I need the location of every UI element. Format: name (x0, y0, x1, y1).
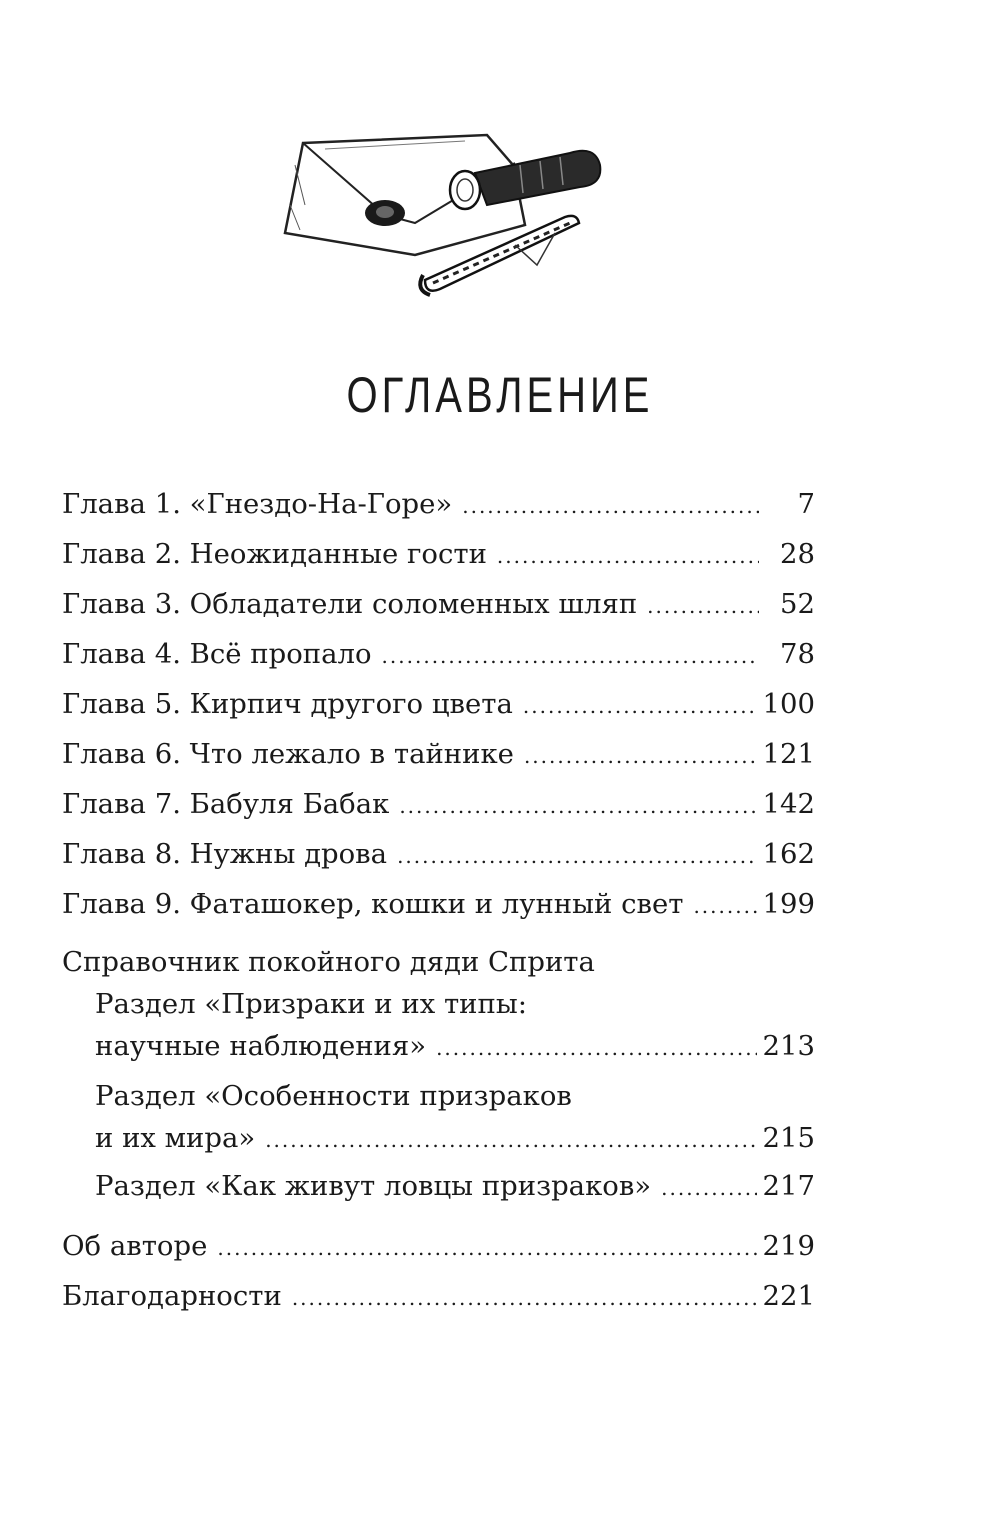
toc-page-number: 100 (762, 688, 815, 720)
toc-row-acknowledgements[interactable] (62, 1276, 815, 1316)
dot-leader (524, 736, 757, 776)
toc-row-chapter-1[interactable] (62, 484, 815, 524)
toc-label: Глава 3. Обладатели соломенных шляп (62, 588, 638, 620)
dot-leader (661, 1168, 756, 1208)
handbook-section-2-line1: Раздел «Особенности призраков (95, 1080, 572, 1112)
dot-leader (399, 786, 756, 826)
dot-leader (397, 836, 756, 876)
toc-page-number: 142 (762, 788, 815, 820)
toc-label: Глава 6. Что лежало в тайнике (62, 738, 514, 770)
toc-page-number: 121 (762, 738, 815, 770)
toc-row-handbook-section-3[interactable] (95, 1166, 815, 1206)
dot-leader (523, 686, 757, 726)
toc-label: Глава 2. Неожиданные гости (62, 538, 487, 570)
toc-label: Глава 4. Всё пропало (62, 638, 372, 670)
toc-label: Глава 9. Фаташокер, кошки и лунный свет (62, 888, 684, 920)
toc-label: Глава 5. Кирпич другого цвета (62, 688, 513, 720)
toc-label: Благодарности (62, 1280, 282, 1312)
toc-page-number: 217 (762, 1170, 815, 1202)
toc-row-chapter-9[interactable] (62, 884, 815, 924)
toc-page-number: 221 (762, 1280, 815, 1312)
toc-page-number: 219 (762, 1230, 815, 1262)
toc-row-handbook-section-1[interactable] (95, 1026, 815, 1066)
toc-page-number: 78 (780, 638, 815, 670)
toc-row-about-author[interactable] (62, 1226, 815, 1266)
toc-row-chapter-3[interactable] (62, 584, 815, 624)
toc-row-chapter-8[interactable] (62, 834, 815, 874)
toc-page-number: 213 (762, 1030, 815, 1062)
toc-label: Раздел «Как живут ловцы призраков» (95, 1170, 652, 1202)
toc-page-number: 7 (797, 488, 815, 520)
toc-row-chapter-7[interactable] (62, 784, 815, 824)
envelope-seal-illustration (265, 105, 625, 305)
toc-label: Глава 8. Нужны дрова (62, 838, 388, 870)
toc-label: научные наблюдения» (95, 1030, 427, 1062)
toc-label: и их мира» (95, 1122, 256, 1154)
toc-label: Глава 1. «Гнездо-На-Горе» (62, 488, 453, 520)
dot-leader (265, 1120, 756, 1160)
toc-title: ОГЛАВЛЕНИЕ (346, 368, 654, 423)
dot-leader (647, 586, 759, 626)
toc-row-chapter-5[interactable] (62, 684, 815, 724)
toc-page-number: 162 (762, 838, 815, 870)
dot-leader (382, 636, 759, 676)
toc-page-number: 52 (780, 588, 815, 620)
dot-leader (693, 886, 756, 926)
toc-row-chapter-6[interactable] (62, 734, 815, 774)
toc-label: Об авторе (62, 1230, 208, 1262)
dot-leader (497, 536, 759, 576)
dot-leader (462, 486, 759, 526)
toc-page-number: 28 (780, 538, 815, 570)
dot-leader (292, 1278, 757, 1318)
handbook-section-1-line1: Раздел «Призраки и их типы: (95, 988, 527, 1020)
toc-page-number: 215 (762, 1122, 815, 1154)
toc-page-number: 199 (762, 888, 815, 920)
toc-row-chapter-4[interactable] (62, 634, 815, 674)
dot-leader (217, 1228, 756, 1268)
toc-row-handbook-section-2[interactable] (95, 1118, 815, 1158)
toc-label: Глава 7. Бабуля Бабак (62, 788, 390, 820)
dot-leader (436, 1028, 756, 1068)
toc-row-chapter-2[interactable] (62, 534, 815, 574)
handbook-heading: Справочник покойного дяди Сприта (62, 946, 595, 978)
